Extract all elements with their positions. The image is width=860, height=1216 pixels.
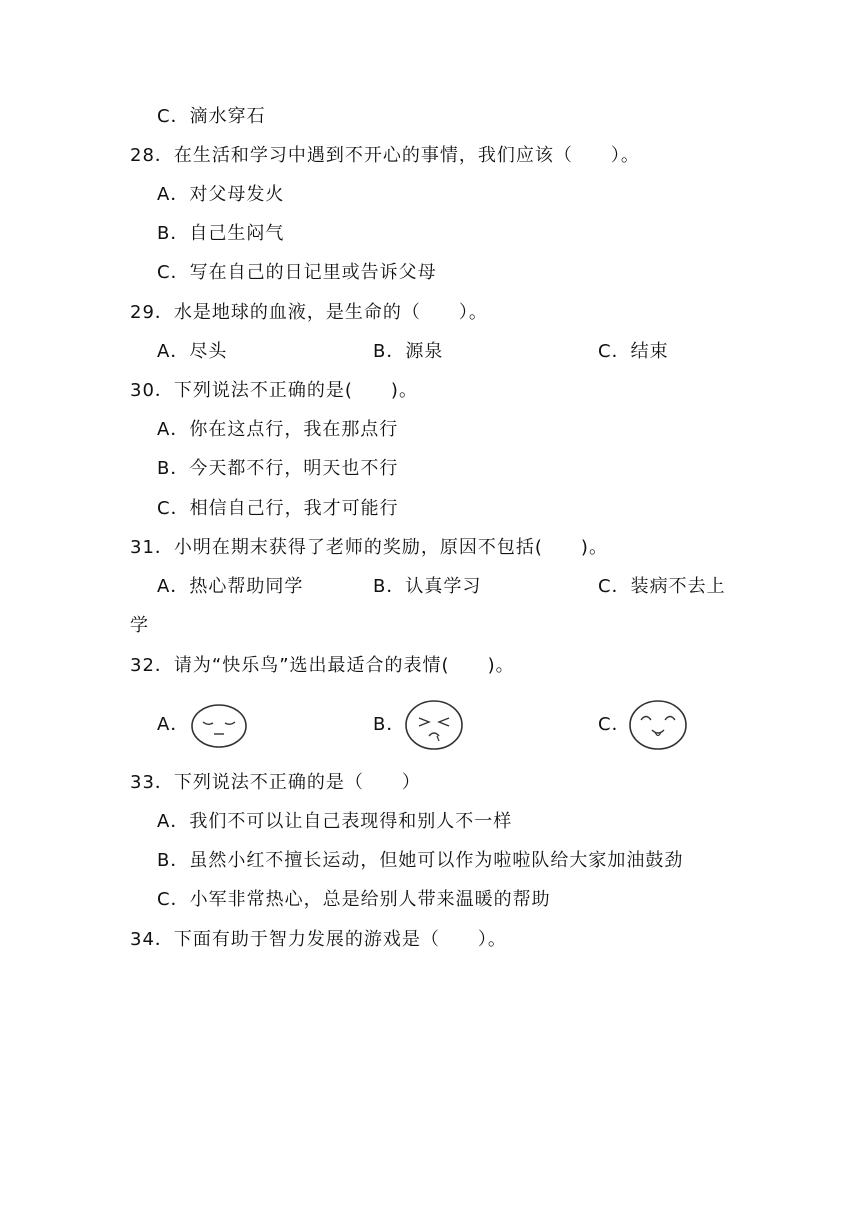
- q32-option-a-label: A．: [157, 714, 190, 735]
- q31-option-b: B．认真学习: [373, 576, 482, 597]
- q29-option-b: B．源泉: [373, 341, 444, 362]
- q31-option-a: A．热心帮助同学: [157, 576, 304, 597]
- q33-option-c: C．小军非常热心，总是给别人带来温暖的帮助: [157, 889, 551, 910]
- q31-option-c: C．装病不去上: [598, 576, 726, 597]
- calm-face-icon: [189, 702, 249, 750]
- q31-stem: 31．小明在期末获得了老师的奖励，原因不包括( )。: [130, 537, 608, 558]
- q30-option-c: C．相信自己行，我才可能行: [157, 498, 399, 519]
- q30-option-b: B．今天都不行，明天也不行: [157, 458, 399, 479]
- q34-stem: 34．下面有助于智力发展的游戏是（ ）。: [130, 929, 507, 950]
- q32-option-c-label: C．: [598, 714, 631, 735]
- angry-face-icon: [403, 698, 465, 752]
- q31-option-c-wrap: 学: [130, 615, 149, 636]
- q28-option-a: A．对父母发火: [157, 184, 285, 205]
- q29-stem: 29．水是地球的血液，是生命的（ ）。: [130, 302, 488, 323]
- q33-option-a: A．我们不可以让自己表现得和别人不一样: [157, 811, 513, 832]
- q30-stem: 30．下列说法不正确的是( )。: [130, 380, 418, 401]
- q33-option-b: B．虽然小红不擅长运动，但她可以作为啦啦队给大家加油鼓劲: [157, 850, 684, 871]
- happy-face-icon: [627, 698, 689, 752]
- q30-option-a: A．你在这点行，我在那点行: [157, 419, 399, 440]
- q28-option-c: C．写在自己的日记里或告诉父母: [157, 262, 437, 283]
- q27-option-c: C．滴水穿石: [157, 106, 266, 127]
- q33-stem: 33．下列说法不正确的是（ ）: [130, 772, 421, 793]
- q28-stem: 28．在生活和学习中遇到不开心的事情，我们应该（ ）。: [130, 145, 640, 166]
- q29-option-a: A．尽头: [157, 341, 228, 362]
- q32-option-b-label: B．: [373, 714, 406, 735]
- q28-option-b: B．自己生闷气: [157, 223, 285, 244]
- q32-stem: 32．请为“快乐鸟”选出最适合的表情( )。: [130, 655, 515, 676]
- q29-option-c: C．结束: [598, 341, 669, 362]
